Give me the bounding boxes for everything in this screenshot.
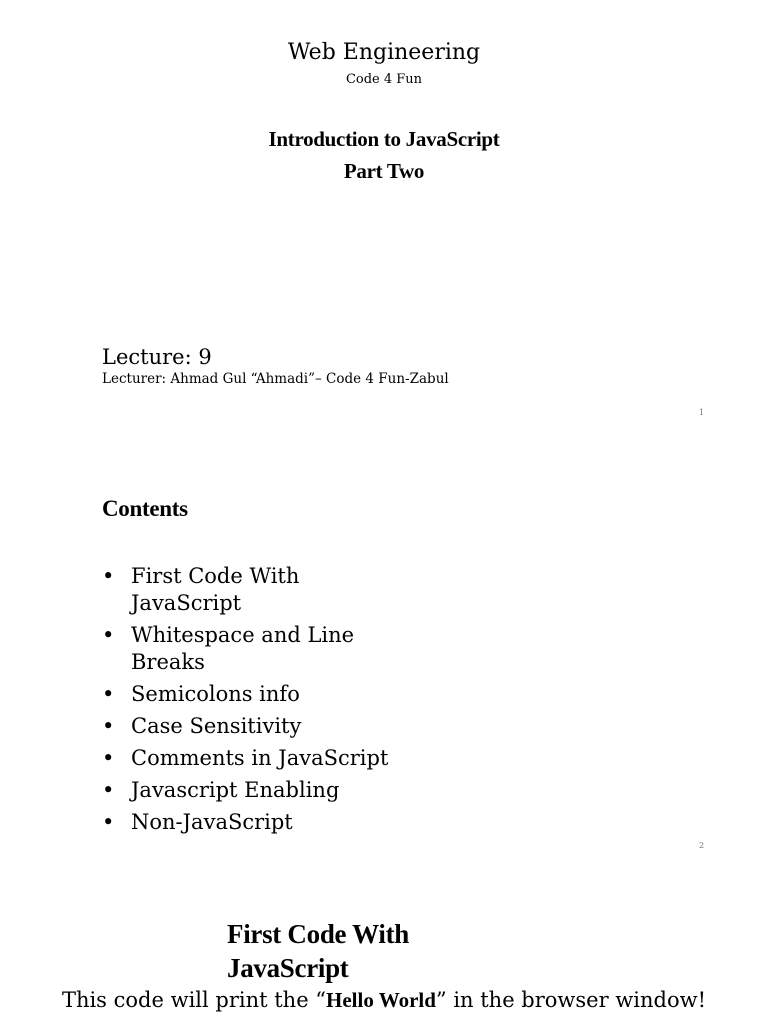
- bullet-icon: •: [102, 714, 115, 738]
- contents-heading: Contents: [102, 496, 188, 521]
- course-title: Web Engineering: [287, 40, 481, 65]
- slide-heading: First Code With JavaScript: [227, 919, 410, 983]
- slide-body-text: [0, 987, 768, 1013]
- list-item: [102, 563, 402, 617]
- hello-world-text: Hello World: [326, 988, 436, 1012]
- list-item-label: First Code With JavaScript: [131, 564, 300, 615]
- list-item: [102, 681, 402, 708]
- list-item-label: Javascript Enabling: [131, 778, 340, 802]
- contents-list: [102, 563, 402, 841]
- bullet-icon: •: [102, 746, 115, 770]
- list-item-label: Comments in JavaScript: [131, 746, 389, 770]
- list-item: [102, 745, 402, 772]
- slide-number: 2: [699, 841, 705, 850]
- topic-part: Part Two: [343, 159, 425, 183]
- slide-number: 1: [699, 408, 705, 417]
- topic-title: Introduction to JavaScript: [268, 127, 500, 151]
- bullet-icon: •: [102, 778, 115, 802]
- list-item-label: Semicolons info: [131, 682, 300, 706]
- list-item-label: Non-JavaScript: [131, 810, 293, 834]
- list-item-label: Whitespace and Line Breaks: [131, 623, 355, 674]
- body-text-end: ” in the browser window!: [435, 988, 707, 1012]
- list-item: [102, 809, 402, 836]
- list-item: [102, 622, 402, 676]
- lecture-number: Lecture: 9: [102, 345, 212, 369]
- list-item: [102, 777, 402, 804]
- bullet-icon: •: [102, 682, 115, 706]
- course-subtitle: Code 4 Fun: [345, 72, 423, 87]
- list-item-label: Case Sensitivity: [131, 714, 302, 738]
- body-text-start: This code will print the “: [61, 988, 327, 1012]
- bullet-icon: •: [102, 810, 115, 834]
- lecturer-line: Lecturer: Ahmad Gul “Ahmadi”– Code 4 Fun-Zabul: [102, 371, 449, 387]
- list-item: [102, 713, 402, 740]
- bullet-icon: •: [102, 564, 115, 588]
- bullet-icon: •: [102, 623, 115, 647]
